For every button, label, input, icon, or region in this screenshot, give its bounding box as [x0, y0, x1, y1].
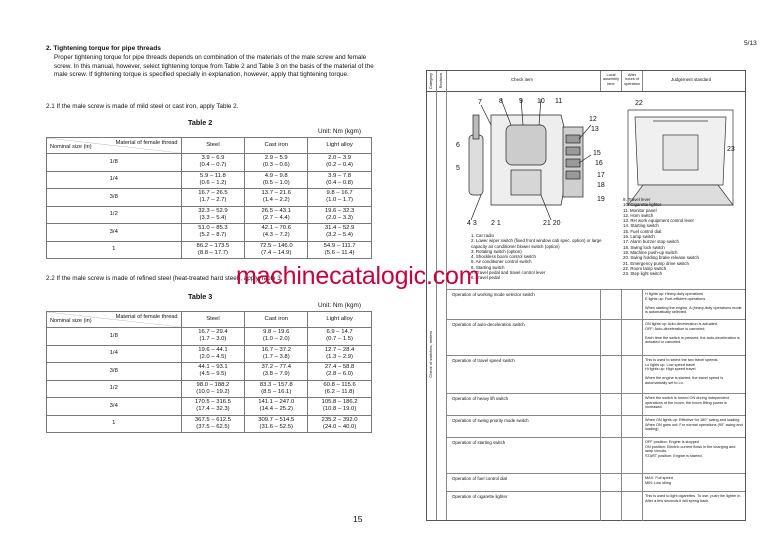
svg-text:13: 13	[591, 126, 599, 133]
torque-kgm: (2.0 – 3.3)	[326, 214, 353, 221]
checklist-row	[446, 491, 745, 521]
torque-nm: 9.8 – 16.7	[326, 190, 353, 197]
legend-item: 2. Lower wiper switch (fixed front window cab spec. option) or large capacity air conditioner blower switch (option)	[471, 238, 602, 249]
svg-text:10: 10	[537, 98, 545, 105]
nominal-size-cell: 1	[47, 415, 182, 433]
torque-kgm: (6.2 – 11.8)	[324, 388, 355, 395]
svg-text:11: 11	[555, 98, 563, 105]
svg-text:4 3: 4 3	[467, 220, 477, 227]
nominal-size-cell: 3/4	[47, 398, 182, 416]
svg-text:9: 9	[519, 98, 523, 105]
torque-cell	[308, 171, 372, 189]
torque-nm: 12.7 – 28.4	[324, 346, 355, 353]
torque-nm: 3.9 – 7.8	[328, 172, 352, 179]
svg-text:17: 17	[597, 172, 605, 179]
svg-text:8: 8	[499, 98, 503, 105]
page-index: 5/13	[744, 40, 757, 47]
torque-nm: 72.5 – 146.0	[259, 242, 293, 249]
torque-table-2	[46, 137, 372, 259]
header-nominal-size: Nominal size (in)	[50, 143, 92, 150]
torque-cell	[245, 189, 308, 207]
torque-kgm: (0.4 – 0.7)	[199, 162, 227, 169]
svg-text:23: 23	[727, 146, 735, 153]
legend-item: 3. Rotating switch (option)	[471, 248, 522, 254]
svg-text:15: 15	[593, 150, 601, 157]
table-corner-header	[47, 312, 182, 328]
torque-cell	[245, 328, 308, 346]
torque-nm: 141.1 – 247.0	[258, 399, 295, 406]
torque-kgm: (4.5 – 9.5)	[199, 371, 227, 378]
legend-item: 16. Lamp switch	[623, 234, 655, 240]
table-corner-header	[47, 138, 182, 154]
column-header: Steel	[181, 138, 245, 154]
torque-cell	[181, 154, 245, 172]
table2-title: Table 2	[188, 118, 213, 127]
torque-nm: 42.1 – 70.6	[261, 225, 291, 232]
torque-kgm: (1.0 – 2.0)	[262, 336, 290, 343]
torque-cell	[181, 415, 245, 433]
torque-nm: 235.2 – 392.0	[321, 416, 358, 423]
svg-text:21 20: 21 20	[543, 220, 561, 227]
torque-cell	[245, 154, 308, 172]
torque-kgm: (2.7 – 4.4)	[262, 214, 290, 221]
header-judgement: Judgement standard	[671, 77, 712, 82]
legend-right	[623, 197, 741, 276]
section-title: 2. Tightening torque for pipe threads	[46, 45, 161, 52]
torque-nm: 5.9 – 11.8	[200, 172, 226, 179]
svg-text:7: 7	[478, 99, 482, 106]
torque-kgm: (1.0 – 1.7)	[326, 197, 353, 204]
table-row	[47, 224, 372, 242]
nominal-size-cell: 1/4	[47, 345, 182, 363]
header-local-time: Local assembly time	[602, 73, 620, 86]
torque-cell	[308, 345, 372, 363]
torque-kgm: (1.7 – 3.8)	[262, 353, 290, 360]
legend-item: 12. Horn switch	[623, 212, 654, 218]
torque-cell	[181, 206, 245, 224]
torque-nm: 309.7 – 514.5	[258, 416, 295, 423]
torque-kgm: (14.4 – 25.2)	[259, 406, 293, 413]
checklist-row	[446, 393, 745, 416]
checklist-rows	[446, 289, 745, 520]
svg-text:5: 5	[456, 165, 460, 172]
checklist-row	[446, 289, 745, 320]
legend-item: 22. Room lamp switch	[623, 265, 667, 271]
torque-cell	[308, 189, 372, 207]
table-row	[47, 154, 372, 172]
torque-nm: 31.4 – 52.9	[324, 225, 355, 232]
nominal-size-cell: 1	[47, 241, 182, 259]
table-row	[47, 363, 372, 381]
torque-cell	[245, 363, 308, 381]
torque-cell	[181, 380, 245, 398]
judgement-standard: This is used to select the two travel speeds. Lo lights up: Low speed travel Hi lights up: High speed travel When the engine is started, the travel speed is automatically set to Lo.	[645, 358, 724, 385]
checklist-row	[446, 473, 745, 492]
side-label: Check of switches, meters	[428, 331, 433, 378]
subsection-2-2: 2.2 If the male screw is made of refined steel (heat-treated hard steel), apply Table 3.	[46, 275, 283, 282]
torque-nm: 3.9 – 6.9	[201, 155, 225, 162]
torque-cell	[245, 415, 308, 433]
inspection-checklist	[426, 70, 746, 521]
torque-nm: 32.3 – 52.9	[198, 207, 228, 214]
column-header: Steel	[181, 312, 245, 328]
torque-nm: 2.9 – 5.9	[264, 155, 288, 162]
legend-item: 5. Air conditioner control switch	[471, 259, 532, 265]
torque-nm: 16.7 – 29.4	[198, 329, 228, 336]
torque-cell	[308, 415, 372, 433]
svg-text:16: 16	[595, 160, 603, 167]
judgement-standard: H lights up: Heavy-duty operations E lights up: Fuel-efficient operations When starting the engine, A (heavy-duty operations mode is automatically selected.	[645, 292, 742, 314]
judgement-standard: When ON lights up: Effective for 180° swing and loading When ON goes out: For normal operations (90° swing and loading)	[645, 418, 743, 431]
nominal-size-cell: 1/4	[47, 171, 182, 189]
legend-item: 10. Cigarette lighter	[623, 202, 662, 208]
legend-item: 1. Car radio	[471, 233, 494, 238]
torque-kgm: (17.4 – 32.3)	[196, 406, 230, 413]
svg-text:2 1: 2 1	[491, 220, 501, 227]
nominal-size-cell: 1/8	[47, 328, 182, 346]
torque-nm: 9.8 – 19.6	[263, 329, 290, 336]
column-header: Light alloy	[308, 312, 372, 328]
legend-item: 6. Starting switch	[471, 264, 505, 270]
table-row	[47, 415, 372, 433]
torque-nm: 13.7 – 21.6	[261, 190, 291, 197]
torque-kgm: (1.4 – 2.2)	[262, 197, 290, 204]
table-row	[47, 398, 372, 416]
table-row	[47, 189, 372, 207]
torque-cell	[181, 345, 245, 363]
torque-cell	[245, 206, 308, 224]
torque-kgm: (7.4 – 14.9)	[261, 249, 292, 256]
torque-kgm: (0.2 – 0.4)	[326, 162, 353, 169]
torque-cell	[245, 171, 308, 189]
torque-kgm: (1.7 – 2.7)	[199, 197, 227, 204]
torque-kgm: (8.5 – 16.1)	[261, 388, 292, 395]
header-category: Category	[428, 73, 433, 90]
nominal-size-cell: 1/2	[47, 380, 182, 398]
torque-kgm: (0.4 – 0.8)	[326, 179, 353, 186]
legend-item: 23. Step light switch	[623, 271, 663, 277]
torque-nm: 60.8 – 115.6	[323, 381, 356, 388]
legend-item: 15. Fuel control dial	[623, 228, 662, 234]
judgement-standard: When the switch is turned ON during independent operations of the boom, the boom lifting power is increased.	[645, 396, 729, 409]
torque-cell	[308, 224, 372, 242]
torque-cell	[181, 398, 245, 416]
torque-cell	[308, 154, 372, 172]
checklist-row	[446, 437, 745, 474]
table-row	[47, 206, 372, 224]
legend-item: 9. Travel lever	[623, 197, 651, 202]
check-item: Operation of cigarette lighter	[452, 494, 508, 499]
legend-item: 17. Alarm buzzer stop switch	[623, 239, 679, 245]
torque-kgm: (3.8 – 7.9)	[262, 371, 290, 378]
table2-unit: Unit: Nm (kgm)	[318, 128, 361, 135]
legend-item: 20. Swing holding brake release switch	[623, 255, 699, 261]
torque-cell	[245, 398, 308, 416]
torque-kgm: (3.2 – 5.4)	[326, 232, 353, 239]
legend-item: 13. RH work equipment control lever	[623, 218, 695, 224]
torque-cell	[181, 241, 245, 259]
column-header: Cast iron	[245, 312, 308, 328]
torque-nm: 4.9 – 9.8	[264, 172, 288, 179]
torque-nm: 16.7 – 26.5	[198, 190, 228, 197]
torque-kgm: (24.0 – 40.0)	[322, 423, 357, 430]
table-row	[47, 171, 372, 189]
legend-item: 14. Starting switch	[623, 223, 659, 229]
torque-cell	[308, 241, 372, 259]
torque-kgm: (5.6 – 11.4)	[324, 249, 355, 256]
torque-kgm: (10.0 – 19.2)	[196, 388, 230, 395]
table-row	[47, 241, 372, 259]
torque-kgm: (37.5 – 62.5)	[196, 423, 230, 430]
torque-kgm: (0.7 – 1.5)	[326, 336, 353, 343]
torque-kgm: (31.6 – 52.5)	[259, 423, 293, 430]
legend-item: 8. Travel pedal	[471, 275, 500, 281]
checklist-row	[446, 355, 745, 394]
torque-nm: 27.4 – 58.8	[324, 364, 355, 371]
torque-nm: 51.0 – 85.3	[198, 225, 228, 232]
torque-nm: 37.2 – 77.4	[261, 364, 291, 371]
torque-cell	[181, 328, 245, 346]
torque-nm: 367.5 – 612.5	[194, 416, 231, 423]
torque-cell	[245, 224, 308, 242]
table-row	[47, 345, 372, 363]
torque-cell	[308, 206, 372, 224]
torque-cell	[308, 398, 372, 416]
page-number: 15	[353, 514, 363, 524]
torque-kgm: (10.8 – 19.0)	[322, 406, 357, 413]
legend-item: 4. Shockless boom control switch	[471, 254, 536, 260]
torque-kgm: (8.8 – 17.7)	[197, 249, 228, 256]
table3-title: Table 3	[188, 292, 213, 301]
nominal-size-cell: 1/2	[47, 206, 182, 224]
header-check-item: Check item	[511, 77, 533, 82]
torque-kgm: (1.7 – 3.0)	[199, 336, 227, 343]
torque-nm: 19.6 – 32.3	[324, 207, 355, 214]
check-item: Operation of working mode selector switch	[452, 292, 535, 297]
section-paragraph: Proper tightening torque for pipe threads depends on combination of the materials of the male screw and female screw. In this manual, however, select tightening torque from Table 2 and Table 3 on the basis of the material of the male screw. If tightening torque is specified specially in explanation, however, apply that tightening torque.	[54, 54, 374, 79]
cab-diagram	[451, 95, 611, 230]
torque-cell	[308, 380, 372, 398]
legend-item: 7. Travel pedal and travel control lever	[471, 270, 546, 276]
torque-nm: 16.7 – 37.2	[261, 346, 291, 353]
torque-nm: 19.6 – 44.1	[198, 346, 228, 353]
watermark: machinecatalogic.com	[236, 262, 480, 290]
legend-left	[471, 233, 611, 281]
check-item: Operation of auto-deceleration switch	[452, 322, 525, 327]
torque-kgm: (0.6 – 1.2)	[199, 179, 227, 186]
torque-kgm: (2.0 – 4.5)	[199, 353, 227, 360]
nominal-size-cell: 3/8	[47, 189, 182, 207]
torque-kgm: (2.8 – 6.0)	[326, 371, 353, 378]
torque-kgm: (3.3 – 5.4)	[199, 214, 227, 221]
header-material: Material of female thread	[115, 314, 178, 320]
torque-nm: 54.9 – 111.7	[323, 242, 356, 249]
judgement-standard: OFF position: Engine is stopped ON position: Electric current flows in the charging and lamp circuits. START position: Engine is started.	[645, 440, 736, 458]
torque-kgm: (5.2 – 8.7)	[199, 232, 227, 239]
check-item: Operation of starting switch	[452, 440, 506, 445]
legend-item: 21. Emergency pump drive switch	[623, 260, 689, 266]
torque-table-3	[46, 311, 372, 433]
legend-item: 11. Monitor panel	[623, 207, 657, 213]
checklist-row	[446, 415, 745, 438]
check-item: Operation of swing priority mode switch	[452, 418, 529, 423]
torque-nm: 26.5 – 43.1	[261, 207, 291, 214]
subsection-2-1: 2.1 If the male screw is made of mild steel or cast iron, apply Table 2.	[46, 103, 239, 110]
header-after-hours: After hours of operation	[624, 73, 640, 86]
torque-cell	[245, 345, 308, 363]
nominal-size-cell: 3/4	[47, 224, 182, 242]
torque-cell	[181, 189, 245, 207]
svg-text:19: 19	[597, 196, 605, 203]
check-item: Operation of travel speed switch	[452, 358, 515, 363]
torque-cell	[181, 171, 245, 189]
torque-nm: 83.3 – 157.8	[259, 381, 293, 388]
torque-kgm: (4.3 – 7.2)	[262, 232, 290, 239]
svg-text:18: 18	[597, 182, 605, 189]
table3-unit: Unit: Nm (kgm)	[318, 302, 361, 309]
torque-cell	[308, 363, 372, 381]
svg-text:12: 12	[589, 116, 597, 123]
column-header: Cast iron	[245, 138, 308, 154]
nominal-size-cell: 1/8	[47, 154, 182, 172]
torque-kgm: (1.3 – 2.9)	[326, 353, 353, 360]
header-material: Material of female thread	[115, 140, 178, 146]
legend-item: 18. Swing lock switch	[623, 244, 665, 250]
torque-cell	[308, 328, 372, 346]
torque-nm: 2.0 – 3.9	[328, 155, 352, 162]
torque-nm: 105.8 – 186.2	[321, 399, 358, 406]
judgement-standard: MAX: Full speed MIN: Low idling	[645, 476, 673, 485]
torque-cell	[245, 241, 308, 259]
table-row	[47, 328, 372, 346]
column-header: Light alloy	[308, 138, 372, 154]
nominal-size-cell: 3/8	[47, 363, 182, 381]
torque-nm: 86.2 – 173.5	[196, 242, 230, 249]
svg-text:6: 6	[456, 142, 460, 149]
torque-nm: 98.0 – 188.2	[196, 381, 230, 388]
torque-nm: 6.9 – 14.7	[326, 329, 353, 336]
torque-cell	[181, 224, 245, 242]
legend-item: 19. Machine push-up switch	[623, 249, 678, 255]
check-item: Operation of fuel control dial	[452, 476, 507, 481]
torque-kgm: (0.3 – 0.6)	[262, 162, 290, 169]
torque-nm: 44.1 – 93.1	[198, 364, 228, 371]
header-nominal-size: Nominal size (in)	[50, 317, 92, 324]
check-item: Operation of heavy lift switch	[452, 396, 509, 401]
torque-cell	[245, 380, 308, 398]
svg-text:22: 22	[635, 100, 643, 107]
torque-nm: 170.5 – 316.5	[194, 399, 231, 406]
judgement-standard: This is used to light cigarettes. To use, push the lighter in. After a few seconds it will spring back.	[645, 494, 742, 503]
table-row	[47, 380, 372, 398]
checklist-row	[446, 319, 745, 356]
judgement-standard: ON lights up: Auto-deceleration is actuated. OFF: Auto-deceleration is canceled. Each time the switch is pressed, the auto-deceleration is actuated or canceled.	[645, 322, 740, 344]
header-revision: Revision	[438, 73, 443, 89]
torque-cell	[181, 363, 245, 381]
torque-kgm: (0.5 – 1.0)	[262, 179, 290, 186]
